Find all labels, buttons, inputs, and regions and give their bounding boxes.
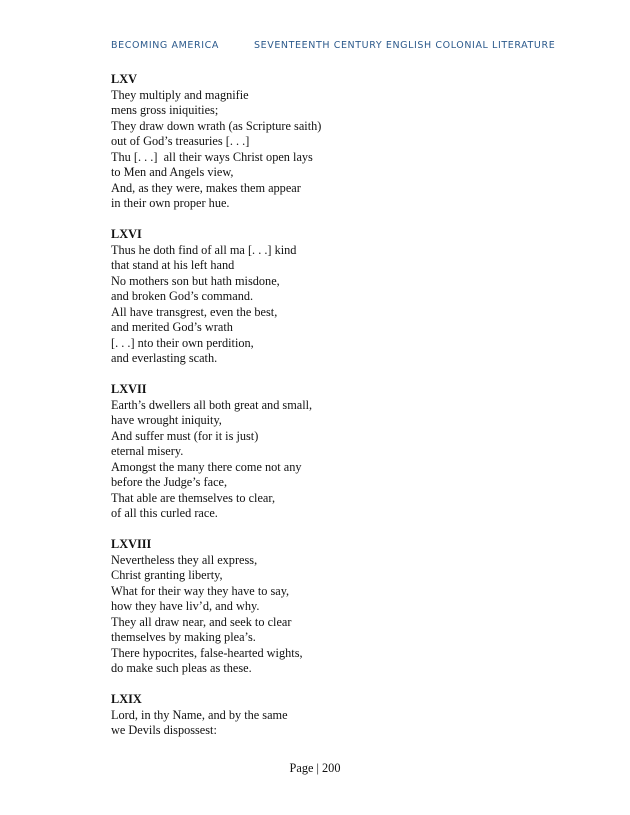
poem-line: There hypocrites, false-hearted wights, bbox=[111, 645, 303, 660]
poem-line: No mothers son but hath misdone, bbox=[111, 273, 280, 288]
stanza-number: LXVI bbox=[111, 227, 142, 241]
stanza-number: LXVII bbox=[111, 382, 147, 396]
poem-line: and broken God’s command. bbox=[111, 289, 254, 303]
poem-line: Lord, in thy Name, and by the same bbox=[111, 707, 288, 722]
poem-line: we Devils dispossest: bbox=[111, 723, 217, 737]
poem-line: Nevertheless they all express, bbox=[111, 552, 258, 567]
poem-line: That able are themselves to clear, bbox=[111, 490, 276, 505]
poem-line: Thus he doth find of all ma [. . .] kind bbox=[111, 242, 297, 257]
stanza bbox=[111, 692, 531, 739]
poem-line: All have transgrest, even the best, bbox=[111, 304, 278, 319]
poem-line: They multiply and magnifie bbox=[111, 87, 249, 102]
poem-line: that stand at his left hand bbox=[111, 258, 235, 272]
stanza-number: LXVIII bbox=[111, 537, 152, 551]
header-section-title: SEVENTEENTH CENTURY ENGLISH COLONIAL LITERATURE bbox=[254, 40, 556, 51]
stanza bbox=[111, 227, 531, 367]
poem-line: how they have liv’d, and why. bbox=[111, 599, 260, 613]
poem-line: before the Judge’s face, bbox=[111, 475, 228, 489]
stanza-number: LXIX bbox=[111, 692, 142, 706]
poem-line: Earth’s dwellers all both great and small, bbox=[111, 397, 313, 412]
header-book-title: BECOMING AMERICA bbox=[111, 40, 219, 51]
poem-line: to Men and Angels view, bbox=[111, 165, 234, 179]
poem-line: Amongst the many there come not any bbox=[111, 459, 302, 474]
poem-line: Thu [. . .] all their ways Christ open lays bbox=[111, 149, 313, 164]
stanza-number: LXV bbox=[111, 72, 137, 86]
stanza bbox=[111, 382, 531, 522]
poem-body bbox=[111, 72, 531, 754]
poem-line: and everlasting scath. bbox=[111, 351, 218, 365]
poem-line: Christ granting liberty, bbox=[111, 568, 223, 582]
poem-line: themselves by making plea’s. bbox=[111, 630, 256, 644]
poem-line: What for their way they have to say, bbox=[111, 583, 290, 598]
stanza bbox=[111, 537, 531, 677]
poem-line: out of God’s treasuries [. . .] bbox=[111, 134, 250, 148]
poem-line: They draw down wrath (as Scripture saith) bbox=[111, 118, 322, 133]
poem-line: They all draw near, and seek to clear bbox=[111, 614, 292, 629]
poem-line: in their own proper hue. bbox=[111, 196, 230, 210]
stanza bbox=[111, 72, 531, 212]
poem-line: of all this curled race. bbox=[111, 506, 218, 520]
poem-line: eternal misery. bbox=[111, 444, 184, 458]
poem-line: have wrought iniquity, bbox=[111, 413, 222, 427]
poem-line: do make such pleas as these. bbox=[111, 661, 252, 675]
poem-line: mens gross iniquities; bbox=[111, 103, 219, 117]
poem-line: and merited God’s wrath bbox=[111, 320, 233, 334]
page-number: Page | 200 bbox=[289, 761, 341, 775]
poem-line: And suffer must (for it is just) bbox=[111, 428, 259, 443]
poem-line: [. . .] nto their own perdition, bbox=[111, 335, 254, 350]
poem-line: And, as they were, makes them appear bbox=[111, 180, 301, 195]
